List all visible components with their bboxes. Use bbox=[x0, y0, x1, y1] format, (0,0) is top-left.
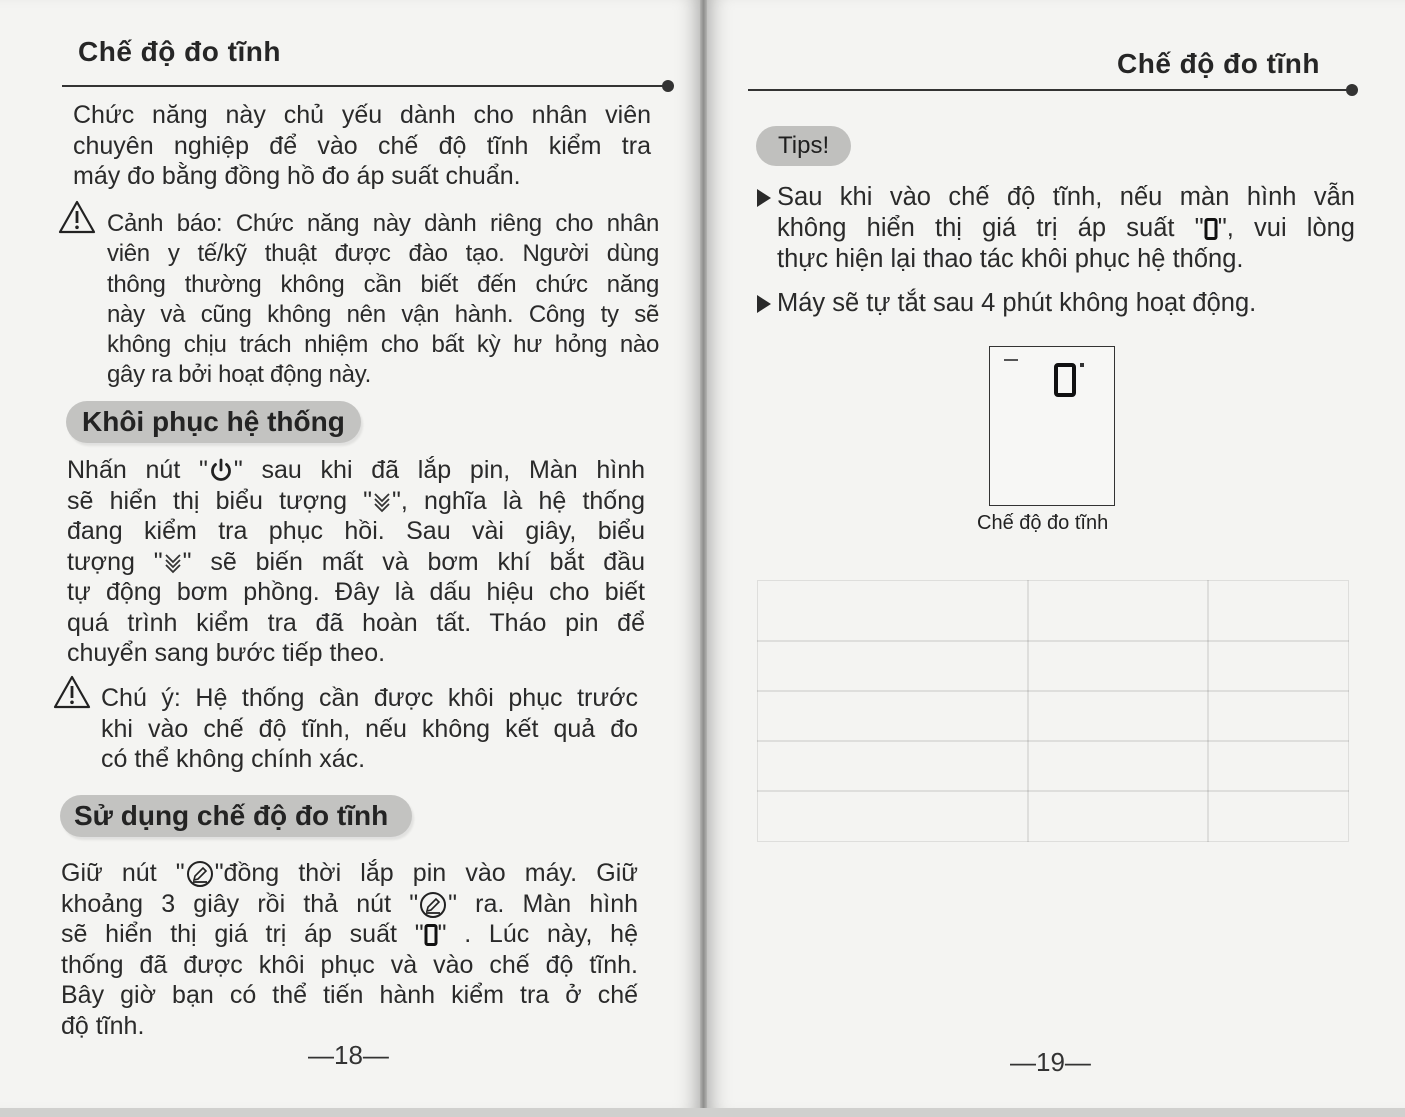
triangle-bullet-icon bbox=[757, 295, 771, 313]
text-line: không chịu trách nhiệm cho bất kỳ hư hỏng nào bbox=[107, 331, 659, 359]
text-line: tự động bơm phồng. Đây là dấu hiệu cho biết bbox=[67, 578, 645, 606]
text-line: gây ra bởi hoạt động này. bbox=[107, 361, 371, 389]
section-heading-static: Sử dụng chế độ đo tĩnh bbox=[60, 795, 412, 837]
text-line: Chú ý: Hệ thống cần được khôi phục trước bbox=[101, 684, 638, 712]
text-line: đang kiểm tra phục hồi. Sau vài giây, biểu bbox=[67, 517, 645, 545]
right-page bbox=[707, 0, 1405, 1110]
tip-item bbox=[757, 288, 1355, 322]
text-line: thực hiện lại thao tác khôi phục hệ thống. bbox=[777, 245, 1244, 273]
left-page bbox=[0, 0, 700, 1110]
page-number: —19— bbox=[1010, 1047, 1091, 1077]
title-rule bbox=[748, 89, 1352, 91]
page-title: Chế độ đo tĩnh bbox=[78, 36, 281, 67]
text-line: viên y tế/kỹ thuật được đào tạo. Người dùng bbox=[107, 240, 659, 268]
restore-paragraph bbox=[67, 455, 645, 669]
text-line: tượng " " sẽ biến mất và bơm khí bắt đầu bbox=[67, 547, 645, 576]
text-line: máy đo bằng đồng hồ đo áp suất chuẩn. bbox=[73, 162, 521, 190]
memory-button-icon bbox=[418, 891, 448, 919]
text-line: Bây giờ bạn có thể tiến hành kiểm tra ở chế bbox=[61, 981, 638, 1009]
bleed-through-table bbox=[757, 580, 1349, 842]
seven-segment-zero-icon bbox=[424, 924, 438, 946]
page-bottom-edge bbox=[0, 1108, 1405, 1117]
static-paragraph bbox=[61, 858, 638, 1041]
text-line: khoảng 3 giây rồi thả nút " " ra. Màn hình bbox=[61, 889, 638, 918]
note-paragraph bbox=[101, 683, 638, 775]
text-line: Nhấn nút " " sau khi đã lắp pin, Màn hình bbox=[67, 456, 645, 484]
intro-paragraph bbox=[73, 100, 651, 192]
bleed-through-line bbox=[757, 640, 1349, 642]
text-line: sẽ hiển thị biểu tượng " ", nghĩa là hệ thống bbox=[67, 486, 646, 515]
text-line: có thể không chính xác. bbox=[101, 745, 366, 773]
bleed-through-line bbox=[757, 690, 1349, 692]
text-line: chuyên nghiệp để vào chế độ tĩnh kiểm tra bbox=[73, 131, 651, 160]
lcd-screen bbox=[990, 347, 1114, 505]
text-line: chuyển sang bước tiếp theo. bbox=[67, 639, 386, 667]
bleed-through-line bbox=[757, 790, 1349, 792]
bleed-through-line bbox=[1027, 580, 1029, 842]
text-line: thông thường không cần biết đến chức năng bbox=[107, 270, 659, 298]
text-line: Chức năng này chủ yếu dành cho nhân viên bbox=[73, 101, 651, 129]
triangle-bullet-icon bbox=[757, 189, 771, 207]
text-line: quá trình kiểm tra đã hoàn tất. Tháo pin để bbox=[67, 608, 645, 637]
text-line: Giữ nút " "đồng thời lắp pin vào máy. Giữ bbox=[61, 859, 638, 887]
lcd-caption: Chế độ đo tĩnh bbox=[977, 512, 1109, 534]
text-line: Cảnh báo: Chức năng này dành riêng cho nhân bbox=[107, 210, 659, 237]
chevron-double-down-icon bbox=[163, 552, 183, 574]
page-title: Chế độ đo tĩnh bbox=[1117, 48, 1320, 79]
power-icon bbox=[208, 458, 234, 484]
text-line: Sau khi vào chế độ tĩnh, nếu màn hình vẫn bbox=[777, 183, 1355, 211]
text-line: này và cũng không nên vận hành. Công ty sẽ bbox=[107, 300, 659, 328]
bleed-through-line bbox=[757, 740, 1349, 742]
tips-badge: Tips! bbox=[756, 126, 851, 166]
memory-button-icon bbox=[185, 860, 215, 888]
seven-segment-zero-icon bbox=[1204, 218, 1218, 240]
warning-triangle-icon bbox=[53, 675, 91, 709]
lcd-display-illustration bbox=[989, 346, 1115, 506]
warning-triangle-icon bbox=[58, 200, 96, 234]
text-line: không hiển thị giá trị áp suất " ", vui lòng bbox=[777, 214, 1355, 242]
text-line: độ tĩnh. bbox=[61, 1011, 145, 1040]
text-line: thống đã được khôi phục và vào chế độ tĩnh. bbox=[61, 950, 638, 979]
text-line: khi vào chế độ tĩnh, nếu không kết quả đo bbox=[101, 714, 638, 743]
section-heading-restore: Khôi phục hệ thống bbox=[66, 401, 361, 443]
bleed-through-line bbox=[1207, 580, 1209, 842]
warning-paragraph bbox=[107, 209, 659, 391]
tip-item bbox=[757, 182, 1355, 277]
text-line: sẽ hiển thị giá trị áp suất " " . Lúc này, hệ bbox=[61, 920, 638, 948]
title-rule bbox=[62, 85, 668, 87]
text-line: Máy sẽ tự tắt sau 4 phút không hoạt động. bbox=[777, 289, 1257, 317]
chevron-double-down-icon bbox=[372, 491, 392, 513]
page-number: —18— bbox=[308, 1040, 389, 1070]
